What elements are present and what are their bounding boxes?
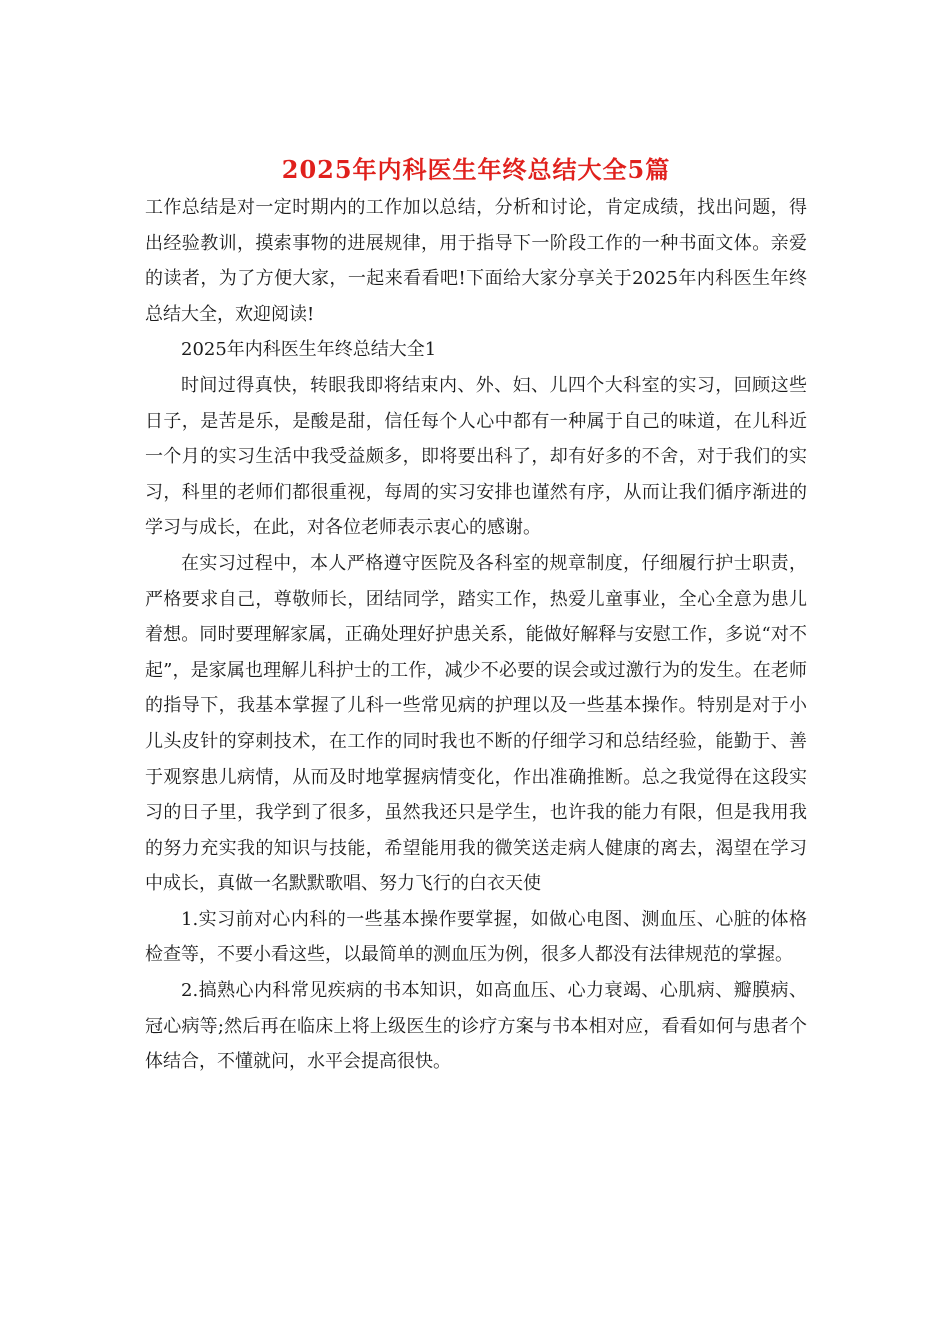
document-title: 2025年内科医生年终总结大全5篇 [281, 155, 671, 184]
intro-paragraph: 工作总结是对一定时期内的工作加以总结，分析和讨论，肯定成绩，找出问题，得出经验教训，摸索事物的进展规律，用于指导下一阶段工作的一种书面文体。亲爱的读者，为了方便大家，一起来看看吧!下面给大家分享关于2025年内科医生年终总结大全，欢迎阅读! [145, 197, 807, 325]
list-item: 2.搞熟心内科常见疾病的书本知识，如高血压、心力衰竭、心肌病、瓣膜病、冠心病等;然后再在临床上将上级医生的诊疗方案与书本相对应，看看如何与患者个体结合，不懂就问，水平会提高很快。 [145, 980, 807, 1073]
list-item: 1.实习前对心内科的一些基本操作要掌握，如做心电图、测血压、心脏的体格检查等，不要小看这些，以最简单的测血压为例，很多人都没有法律规范的掌握。 [145, 908, 807, 966]
body-paragraph: 在实习过程中，本人严格遵守医院及各科室的规章制度，仔细履行护士职责，严格要求自己，尊敬师长，团结同学，踏实工作，热爱儿童事业，全心全意为患儿着想。同时要理解家属，正确处理好护患关系，能做好解释与安慰工作，多说“对不起”，是家属也理解儿科护士的工作，减少不必要的误会或过激行为的发生。在老师的指导下，我基本掌握了儿科一些常见病的护理以及一些基本操作。特别是对于小儿头皮针的穿刺技术，在工作的同时我也不断的仔细学习和总结经验，能勤于、善于观察患儿病情，从而及时地掌握病情变化，作出准确推断。总之我觉得在这段实习的日子里，我学到了很多，虽然我还只是学生，也许我的能力有限，但是我用我的努力充实我的知识与技能，希望能用我的微笑送走病人健康的离去，渴望在学习中成长，真做一名默默歌唱、努力飞行的白衣天使 [145, 552, 807, 895]
section-heading: 2025年内科医生年终总结大全1 [181, 339, 437, 361]
body-paragraph: 时间过得真快，转眼我即将结束内、外、妇、儿四个大科室的实习，回顾这些日子，是苦是乐，是酸是甜，信任每个人心中都有一种属于自己的味道，在儿科近一个月的实习生活中我受益颇多，即将要出科了，却有好多的不舍，对于我们的实习，科里的老师们都很重视，每周的实习安排也谨然有序，从而让我们循序渐进的学习与成长，在此，对各位老师表示衷心的感谢。 [145, 374, 807, 539]
document-page [145, 0, 807, 1080]
document-body [145, 190, 807, 1080]
